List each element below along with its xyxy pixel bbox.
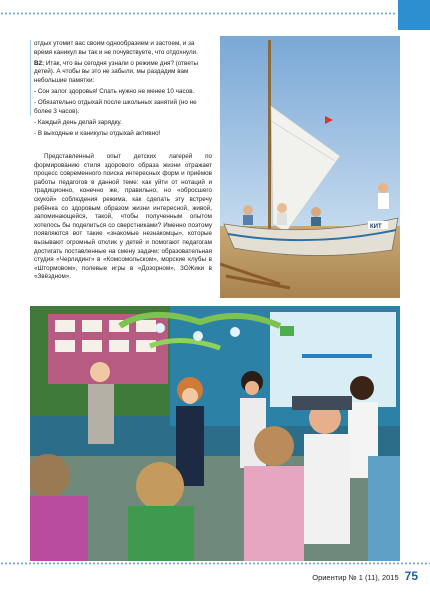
- page-footer: [312, 569, 418, 583]
- camp-children-photo: [30, 306, 400, 561]
- memo-item: - Сон залог здоровья! Спать нужно не менее 10 часов.: [34, 88, 195, 96]
- memo-item: - В выходные и каникулы отдыхай активно!: [34, 130, 161, 138]
- bottom-dotted-rule: [0, 562, 430, 565]
- memo-item: - Каждый день делай зарядку.: [34, 119, 122, 127]
- question-text: Итак, что вы сегодня узнали о режиме дня? (ответы детей). А чтобы вы это не забыли, мы раздадим вам небольшие памятки:: [34, 59, 199, 84]
- journal-issue: Ориентир № 1 (11), 2015: [312, 573, 399, 582]
- memo-item: - Обязательно отдыхай после школьных занятий (но не более 3 часов).: [34, 99, 197, 115]
- sidebar-question: [34, 60, 212, 86]
- boat-name-label: КИТ: [370, 224, 382, 230]
- sidebar-rule: [30, 40, 31, 116]
- page-number: 75: [404, 569, 418, 583]
- sidebar-box: [34, 40, 212, 142]
- article-body: Представленный опыт детских лагерей по формированию стиля здорового образа жизни отражает процесс современного поиска интересных форм и приёмов работы педагогов в данной теме: как уйти от нотаций и традиционно, конечно же, правильно, но «обросшего скукой» соблюдения режима, как сделать эту встречу ребёнка со здоровым образом жизни интересной, живой, запоминающейся, такой, чтобы полученным опытом хотелось бы поделиться со сверстниками? Именно поэтому появляются вот такие «знакомые незнакомцы», которые вызывают огромный отклик у детей и помогают педагогам достигать поставленные на смену задачи: образовательная студия «Черлидинг» в «Комсомольском», морские клубы в «Штормовом», полевые игры в «Дозорном», ЗОЖики в «Звёздном».: [34, 153, 212, 281]
- question-label: В2:: [34, 59, 45, 67]
- sailboat-photo: [220, 36, 400, 298]
- sidebar-intro: отдых утомит вас своим однообразием и застоем, и за время каникул вы так и не почувствуете, что отдохнули.: [34, 40, 198, 56]
- top-dotted-rule: [0, 12, 396, 15]
- section-color-tab: [398, 0, 430, 30]
